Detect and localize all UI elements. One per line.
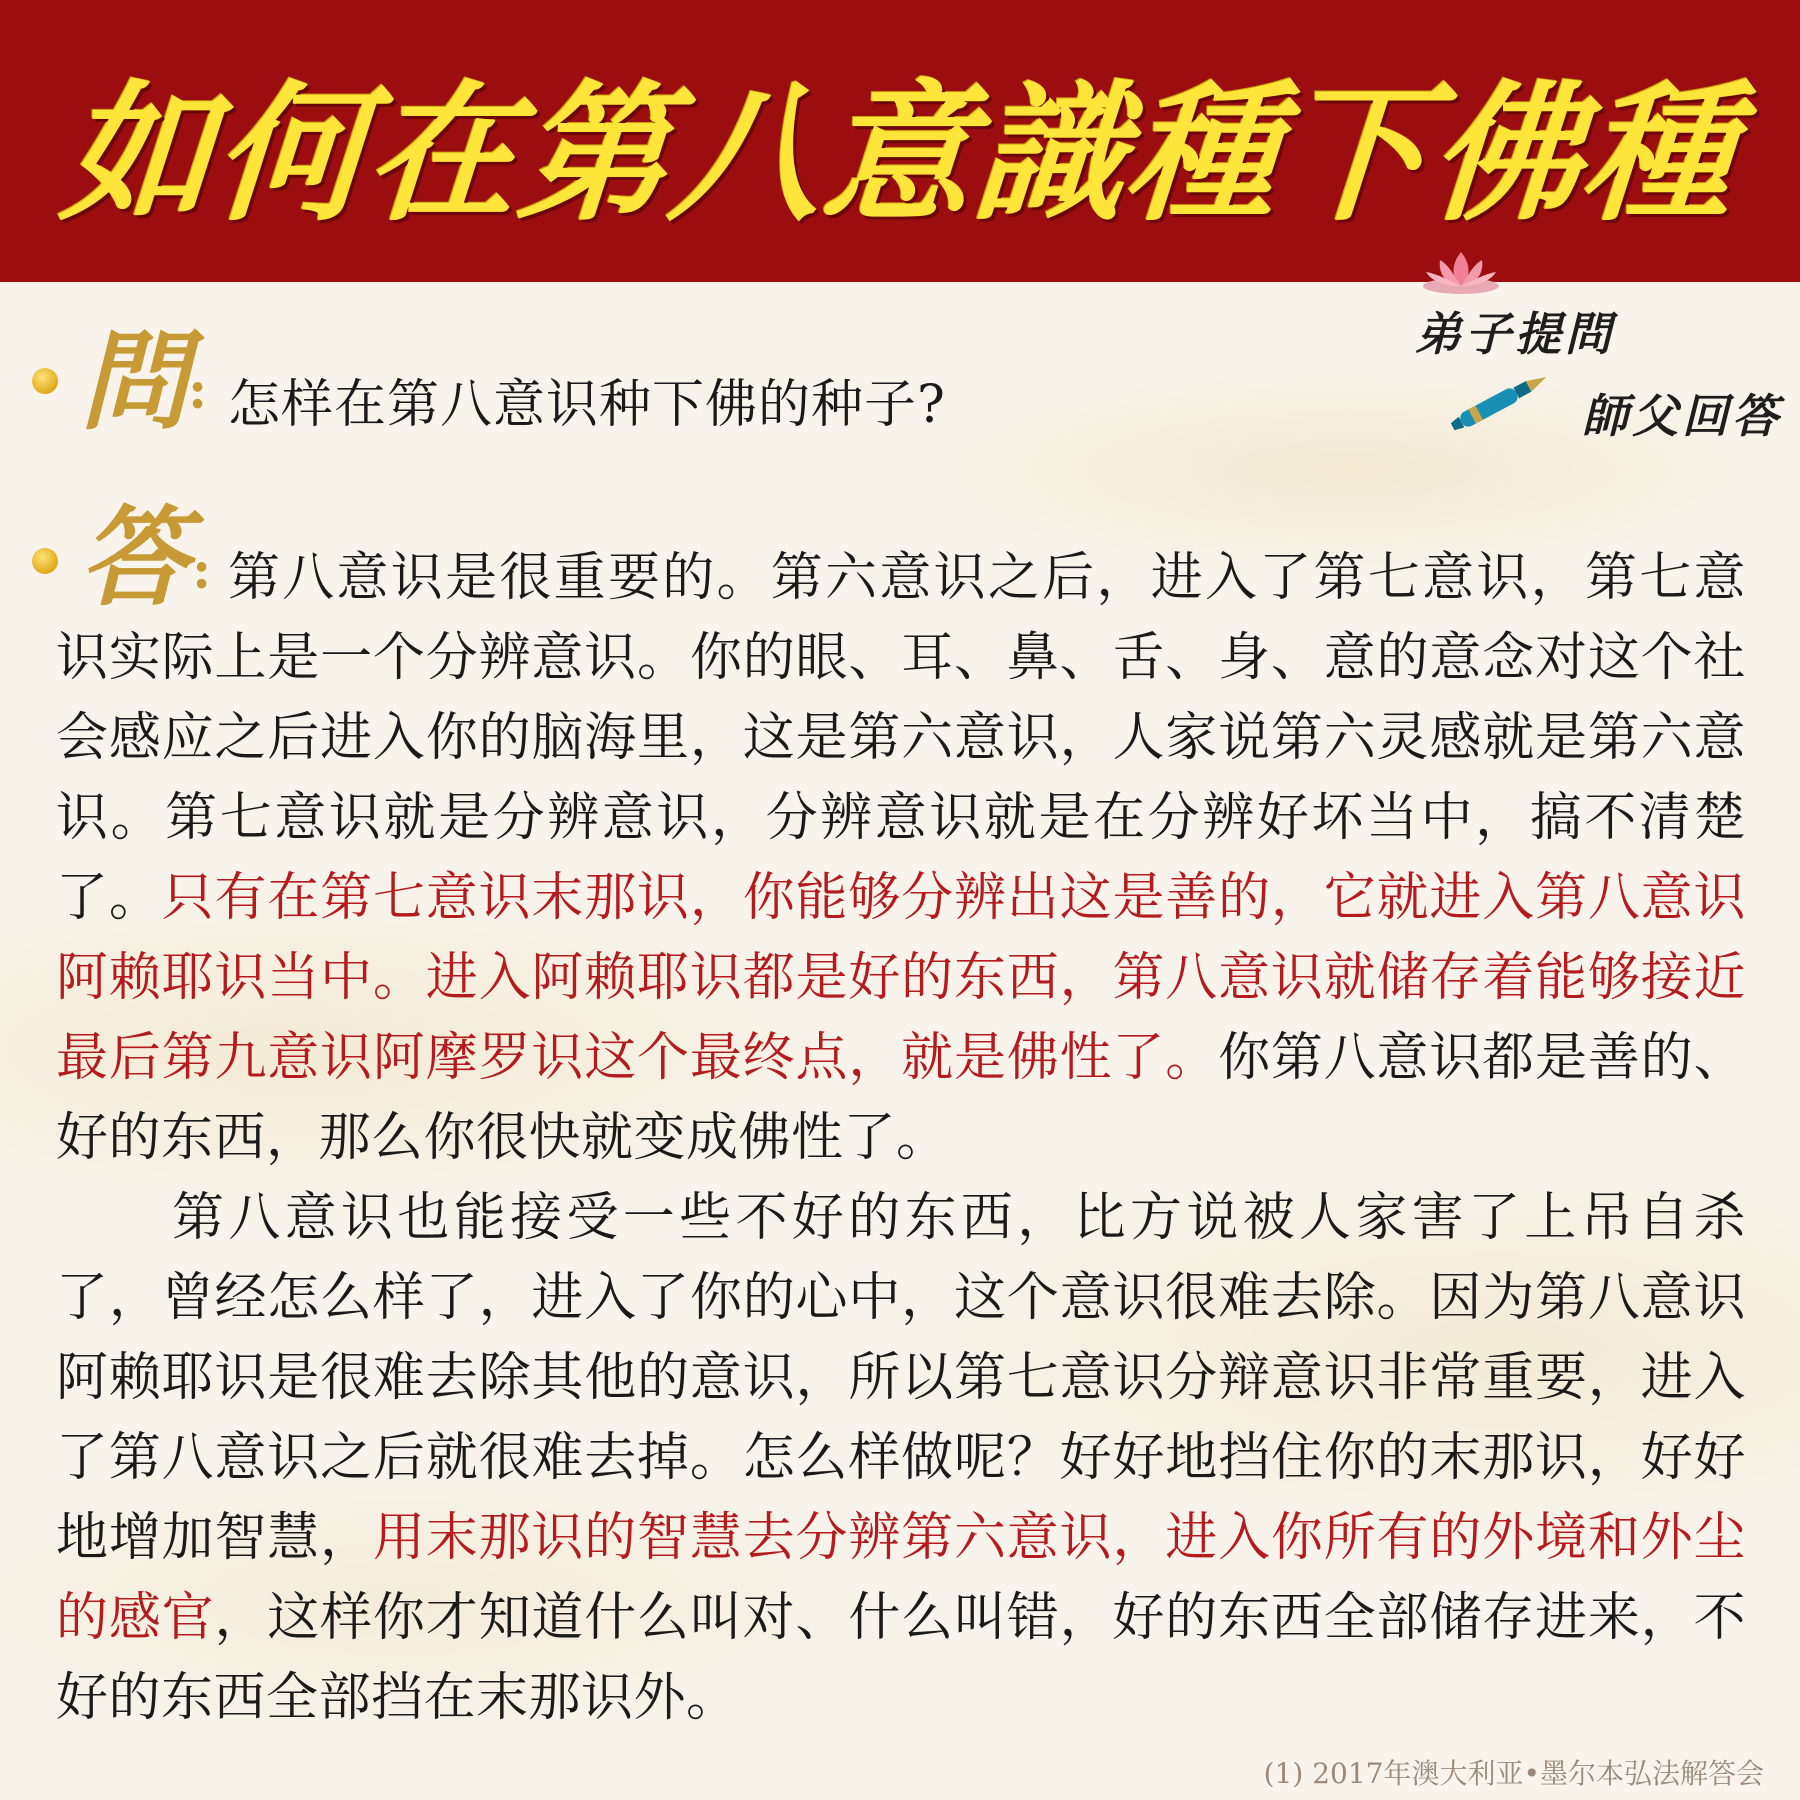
answer-p2-text-end: ，这样你才知道什么叫对、什么叫错，好的东西全部储存进来，不好的东西全部挡在末那识外。 (56, 1588, 1746, 1728)
question-colon: : (188, 360, 208, 421)
master-answer-label: 師父回答 (1582, 389, 1782, 443)
source-footnote: (1) 2017年澳大利亚•墨尔本弘法解答会 (1263, 1757, 1764, 1790)
page-title: 如何在第八意識種下佛種 (56, 66, 1742, 242)
answer-paragraph-2 (56, 1178, 1746, 1738)
answer-char: 答 (80, 495, 189, 621)
lotus-icon (1418, 246, 1504, 296)
title-banner (0, 0, 1800, 282)
question-char: 問 (80, 319, 189, 445)
answer-paragraph-1 (56, 538, 1746, 1178)
question-text: 怎样在第八意识种下佛的种子? (228, 375, 946, 435)
answer-colon: : (192, 540, 212, 601)
answer-p1-text: 第八意识是很重要的。第六意识之后，进入了第七意识，第七意识实际上是一个分辨意识。你的眼、耳、鼻、舌、身、意的意念对这个社会感应之后进入你的脑海里，这是第六意识，人家说第六灵感就是第六意识。第七意识就是分辨意识，分辨意识就是在分辨好坏当中，搞不清楚了。 (56, 548, 1746, 928)
question-bullet-icon (32, 368, 58, 394)
disciple-question-label: 弟子提問 (1415, 307, 1615, 361)
answer-p1-highlight: 只有在第七意识末那识，你能够分辨出这是善的，它就进入第八意识阿赖耶识当中。进入阿赖耶识都是好的东西，第八意识就储存着能够接近最后第九意识阿摩罗识这个最终点，就是佛性了。 (56, 868, 1746, 1088)
answer-body (56, 538, 1746, 1738)
answer-p2-highlight: 用末那识的智慧去分辨第六意识，进入你所有的外境和外尘的感官 (56, 1508, 1746, 1648)
answer-bullet-icon (32, 548, 58, 574)
answer-p1-text-end: 你第八意识都是善的、好的东西，那么你很快就变成佛性了。 (56, 1028, 1746, 1168)
fountain-pen-icon (1440, 370, 1560, 440)
answer-p2-text: 第八意识也能接受一些不好的东西，比方说被人家害了上吊自杀了，曾经怎么样了，进入了你的心中，这个意识很难去除。因为第八意识阿赖耶识是很难去除其他的意识，所以第七意识分辩意识非常重要，进入了第八意识之后就很难去掉。怎么样做呢？好好地挡住你的末那识，好好地增加智慧， (56, 1188, 1746, 1568)
